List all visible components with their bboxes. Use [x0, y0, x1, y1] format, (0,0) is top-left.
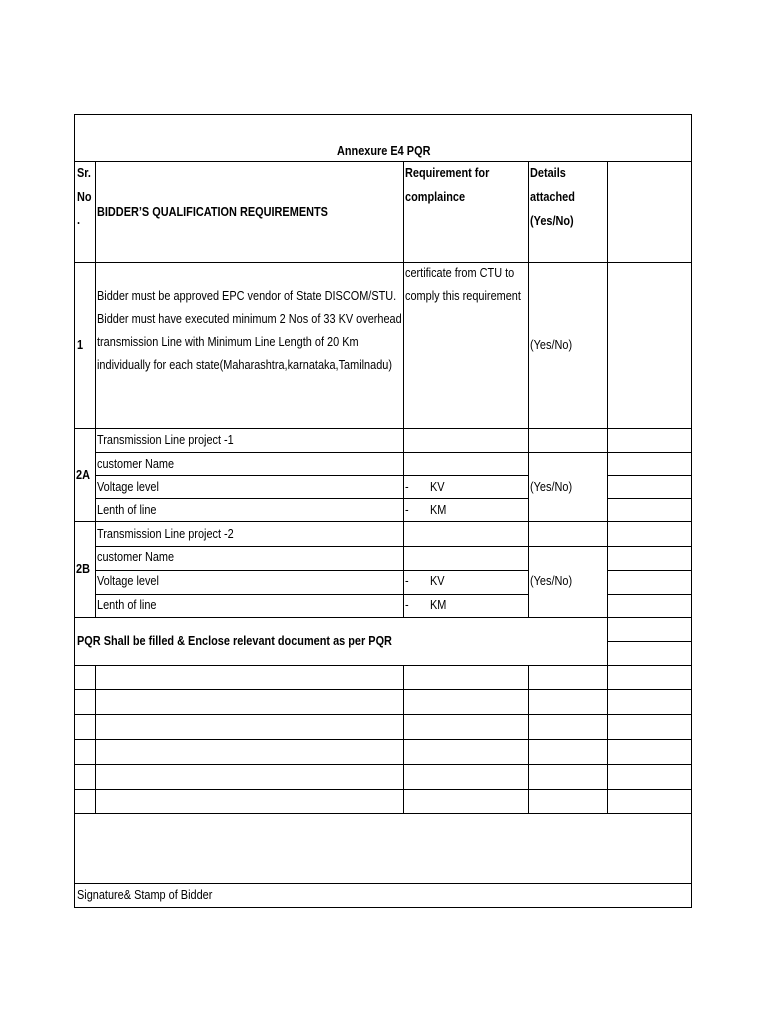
rule-note-last-col — [607, 641, 692, 642]
row2a-details-yes-no: (Yes/No) — [530, 479, 573, 494]
header-qualification-requirements: BIDDER’S QUALIFICATION REQUIREMENTS — [97, 204, 328, 219]
col-divider-details-lower — [528, 665, 529, 813]
rule-2a-last-2 — [607, 475, 692, 476]
row1-sr-no: 1 — [77, 337, 84, 352]
rule-blank-5 — [74, 789, 692, 790]
form-title: Annexure E4 PQR — [337, 143, 431, 158]
rule-under-note — [74, 665, 692, 666]
header-details-line-2: attached — [530, 189, 575, 204]
row1-requirement-line-2: Bidder must have executed minimum 2 Nos of 33 KV overhead — [97, 311, 402, 326]
header-sr-no-line-2: No — [77, 189, 92, 204]
rule-2a-details-top — [528, 452, 692, 453]
col-divider-requirement-lower — [403, 665, 404, 813]
row2a-sr-no: 2A — [76, 467, 90, 482]
header-details-line-1: Details — [530, 165, 566, 180]
row2b-length-dash: - — [405, 597, 409, 612]
row1-compliance-line-1: certificate from CTU to — [405, 265, 515, 280]
row2b-item-customer: customer Name — [97, 549, 175, 564]
rule-2b-last-3 — [607, 594, 692, 595]
col-divider-requirement — [403, 161, 404, 617]
row2b-voltage-unit: KV — [430, 573, 445, 588]
col-divider-sr — [95, 161, 96, 617]
header-sr-no-line-1: Sr. — [77, 165, 91, 180]
row2b-voltage-dash: - — [405, 573, 409, 588]
frame-bottom-line — [74, 907, 692, 908]
row2b-item-project: Transmission Line project -2 — [97, 526, 234, 541]
rule-under-title — [74, 161, 692, 162]
row2b-sr-no: 2B — [76, 561, 90, 576]
row2b-length-unit: KM — [430, 597, 447, 612]
row2a-length-unit: KM — [430, 502, 447, 517]
row1-requirement-line-3: transmission Line with Minimum Line Length of 20 Km — [97, 334, 359, 349]
rule-blank-3 — [74, 739, 692, 740]
row2a-item-project: Transmission Line project -1 — [97, 432, 234, 447]
row2a-voltage-dash: - — [405, 479, 409, 494]
rule-blank-4 — [74, 764, 692, 765]
row1-details-yes-no: (Yes/No) — [530, 337, 573, 352]
rule-2a-sub-3 — [95, 498, 528, 499]
row2b-details-yes-no: (Yes/No) — [530, 573, 573, 588]
row2a-item-customer: customer Name — [97, 456, 175, 471]
rule-under-row1 — [74, 428, 692, 429]
col-divider-last — [607, 161, 608, 813]
row2b-item-length: Lenth of line — [97, 597, 157, 612]
row2a-length-dash: - — [405, 502, 409, 517]
rule-blank-6 — [74, 813, 692, 814]
header-requirement-line-1: Requirement for — [405, 165, 490, 180]
rule-2a-sub-2 — [95, 475, 528, 476]
header-sr-no-line-3: . — [77, 212, 81, 227]
rule-under-row2b — [74, 617, 692, 618]
rule-2b-sub-2 — [95, 570, 528, 571]
rule-blank-1 — [74, 689, 692, 690]
rule-2b-details-top — [528, 546, 692, 547]
rule-2a-last-3 — [607, 498, 692, 499]
row1-requirement-line-4: individually for each state(Maharashtra,karnataka,Tamilnadu) — [97, 357, 392, 372]
signature-stamp-label: Signature& Stamp of Bidder — [77, 887, 213, 902]
rule-2b-sub-3 — [95, 594, 528, 595]
row2a-item-length: Lenth of line — [97, 502, 157, 517]
header-details-line-3: (Yes/No) — [530, 213, 574, 228]
rule-under-header — [74, 262, 692, 263]
col-divider-sr-lower — [95, 665, 96, 813]
header-requirement-line-2: complaince — [405, 189, 466, 204]
rule-2b-last-2 — [607, 570, 692, 571]
rule-blank-2 — [74, 714, 692, 715]
pqr-note: PQR Shall be filled & Enclose relevant document as per PQR — [77, 633, 392, 648]
frame-top-line — [74, 114, 692, 115]
row2a-item-voltage: Voltage level — [97, 479, 159, 494]
row2a-voltage-unit: KV — [430, 479, 445, 494]
col-divider-details — [528, 161, 529, 617]
rule-above-signature — [74, 883, 692, 884]
rule-2b-sub-1 — [95, 546, 528, 547]
rule-under-row2a — [74, 521, 692, 522]
row2b-item-voltage: Voltage level — [97, 573, 159, 588]
row1-compliance-line-2: comply this requirement — [405, 288, 521, 303]
row1-requirement-line-1: Bidder must be approved EPC vendor of State DISCOM/STU. — [97, 288, 397, 303]
rule-2a-sub-1 — [95, 452, 528, 453]
